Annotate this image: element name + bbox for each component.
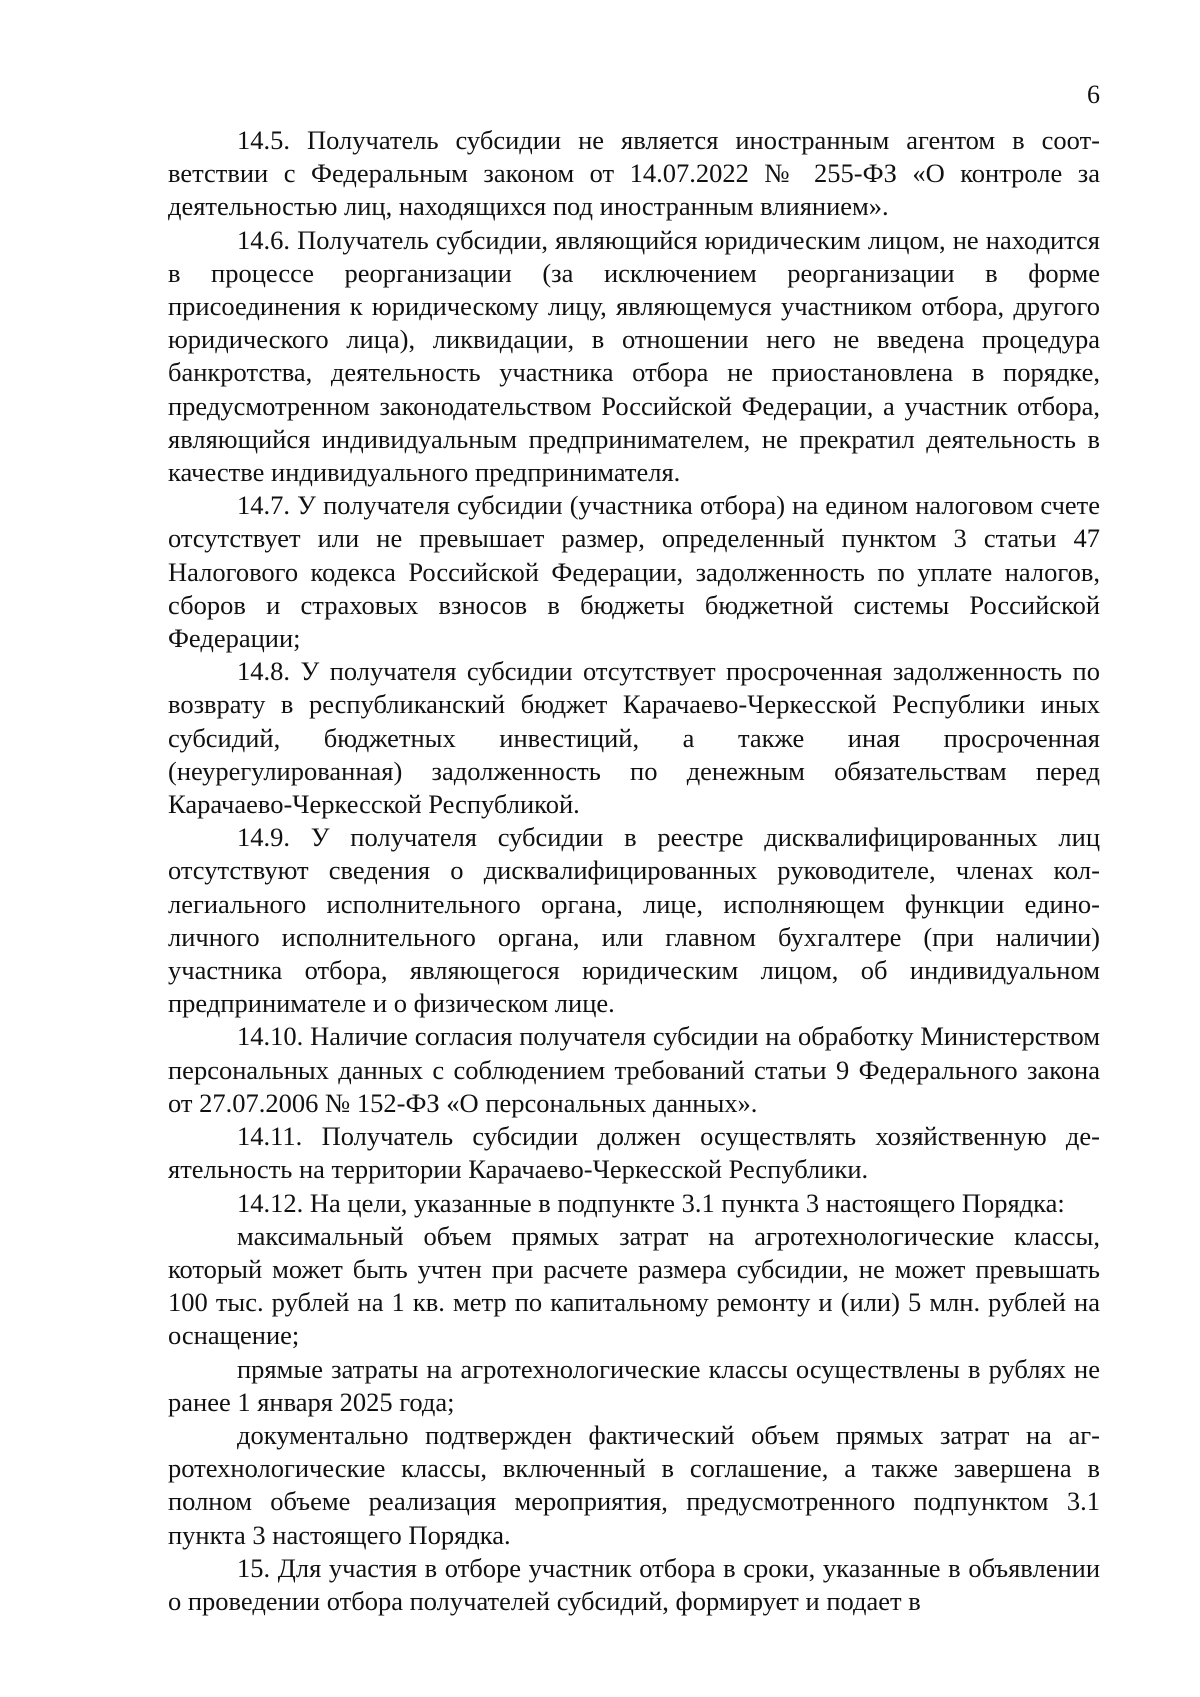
paragraph-documented-costs: документально подтвержден фактический объем прямых затрат на агротехнологические классы, включенный в соглашение, а также завершена в полном объеме реализация мероприятия, предусмотренного подпунктом 3.1 пункта 3 настоящего Порядка. xyxy=(168,1419,1100,1550)
paragraph-14-7: 14.7. У получателя субсидии (участника отбора) на едином налоговом счете отсутствует или не превышает размер, определенный пунктом 3 статьи 47 Налогового кодекса Российской Федерации, задолженность по уплате налогов, сборов и страховых взносов в бюджеты бюджетной системы Российской Федерации; xyxy=(168,490,1100,654)
document-body xyxy=(168,124,1100,1618)
paragraph-14-12: 14.12. На цели, указанные в подпункте 3.1 пункта 3 настоящего Порядка: xyxy=(237,1187,1065,1218)
paragraph-max-costs: максимальный объем прямых затрат на агротехнологические классы, который может быть учтен при расчете размера субсидии, не может превышать 100 тыс. рублей на 1 кв. метр по капитальному ремонту и (или) 5 млн. рублей на оснащение; xyxy=(168,1220,1100,1351)
paragraph-direct-costs: прямые затраты на агротехнологические классы осуществлены в рублях не ранее 1 января 2025 года; xyxy=(168,1353,1100,1417)
paragraph-14-10: 14.10. Наличие согласия получателя субсидии на обработку Министерством персональных данных с соблюдением требований статьи 9 Федерального закона от 27.07.2006 № 152-ФЗ «О персональных данных». xyxy=(168,1021,1100,1118)
paragraph-14-5: 14.5. Получатель субсидии не является иностранным агентом в соответствии с Федеральным законом от 14.07.2022 № 255-ФЗ «О контроле за деятельностью лиц, находящихся под иностранным влиянием». xyxy=(168,125,1100,222)
paragraph-15: 15. Для участия в отборе участник отбора в сроки, указанные в объявлении о проведении отбора получателей субсидий, формирует и подает в xyxy=(168,1552,1100,1616)
paragraph-14-9: 14.9. У получателя субсидии в реестре дисквалифицированных лиц отсутствуют сведения о дисквалифицированных руководителе, членах коллегиального исполнительного органа, лице, исполняющем функции единоличного исполнительного органа, или главном бухгалтере (при наличии) участника отбора, являющегося юридическим лицом, об индивидуальном предпринимателе и о физическом лице. xyxy=(168,822,1100,1019)
paragraph-14-8: 14.8. У получателя субсидии отсутствует просроченная задолженность по возврату в республиканский бюджет Карачаево-Черкесской Республики иных субсидий, бюджетных инвестиций, а также иная просроченная (неурегулированная) задолженность по денежным обязательствам перед Карачаево-Черкесской Республикой. xyxy=(168,656,1100,820)
page-number: 6 xyxy=(1087,80,1100,109)
paragraph-14-6: 14.6. Получатель субсидии, являющийся юридическим лицом, не находится в процессе реорганизации (за исключением реорганизации в форме присоединения к юридическому лицу, являющемуся участником отбора, другого юридического лица), ликвидации, в отношении него не введена процедура банкротства, деятельность участника отбора не приостановлена в порядке, предусмотренном законодательством Российской Федерации, а участник отбора, являющийся индивидуальным предпринимателем, не прекратил деятельность в качестве индивидуального предпринимателя. xyxy=(168,224,1100,488)
paragraph-14-11: 14.11. Получатель субсидии должен осуществлять хозяйственную деятельность на территории Карачаево-Черкесской Республики. xyxy=(168,1121,1100,1185)
